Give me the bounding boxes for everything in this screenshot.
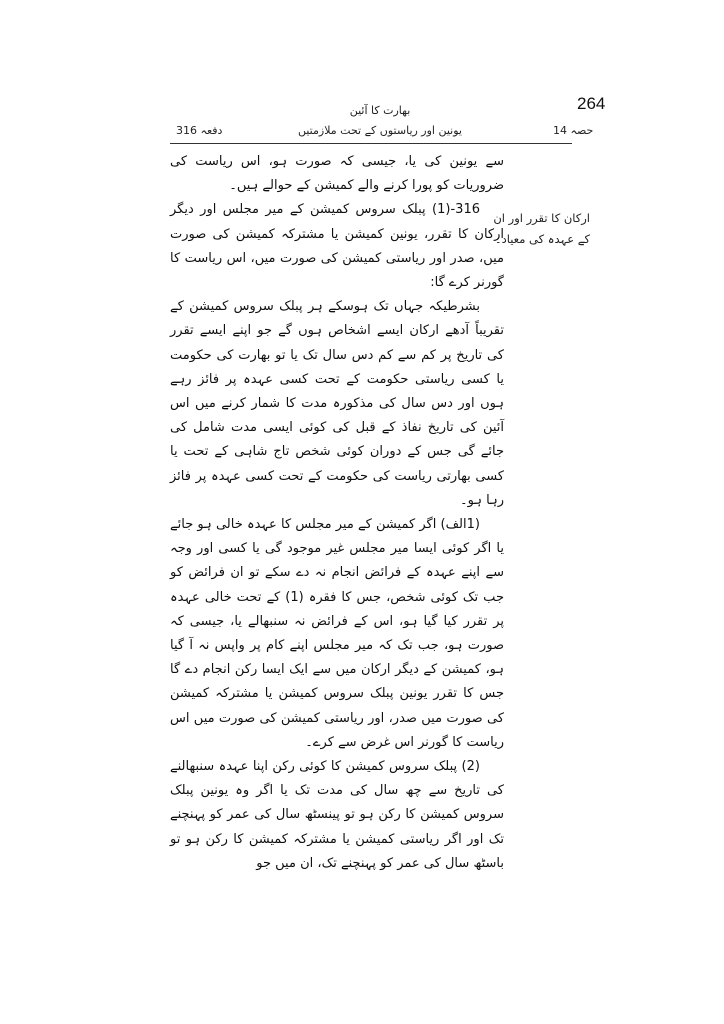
paragraph-clause-1: 316-(1) پبلک سروس کمیشن کے میر مجلس اور دیگر ارکان کا تقرر، یونین کمیشن یا مشترکہ کمیشن کی صورت میں، صدر اور ریاستی کمیشن کی صورت میں، اس ریاست کا گورنر کرے گا: bbox=[170, 202, 504, 291]
paragraph-clause-2: (2) پبلک سروس کمیشن کا کوئی رکن اپنا عہدہ سنبھالنے کی تاریخ سے چھ سال کی مدت تک یا اگر وہ یونین پبلک سروس کمیشن کا رکن ہو تو پینسٹھ سال کی عمر کو پہنچنے تک اور اگر ریاستی کمیشن یا مشترکہ کمیشن کا رکن ہو تو باسٹھ سال کی عمر کو پہنچنے تک، ان میں جو bbox=[170, 759, 504, 871]
paragraph-clause-1a: (1الف) اگر کمیشن کے میر مجلس کا عہدہ خالی ہو جائے یا اگر کوئی ایسا میر مجلس غیر موجود گی یا کسی اور وجہ سے اپنے عہدہ کے فرائض انجام نہ دے سکے تو ان فرائض کو جب تک کوئی شخص، جس کا فقرہ (1) کے تحت خالی عہدہ پر تقرر کیا گیا ہو، اس کے فرائض نہ سنبھالے یا، جیسی کہ صورت ہو، جب تک کہ میر مجلس اپنے کام پر واپس نہ آ گیا ہو، کمیشن کے دیگر ارکان میں سے ایک ایسا رکن انجام دے گا جس کا تقرر یونین پبلک سروس کمیشن یا مشترکہ کمیشن کی صورت میں صدر، اور ریاستی کمیشن کی صورت میں اس ریاست کا گورنر اس غرض سے کرے۔ bbox=[170, 517, 504, 750]
article-label: دفعہ 316 bbox=[176, 124, 223, 137]
paragraph-continuation: سے یونین کی یا، جیسی کہ صورت ہو، اس ریاست کی ضروریات کو پورا کرنے والے کمیشن کے حوالے ہیں۔ bbox=[170, 154, 504, 194]
page-number: 264 bbox=[577, 94, 606, 113]
article-body bbox=[170, 150, 504, 876]
running-title: بھارت کا آئین bbox=[349, 104, 411, 117]
margin-note: ارکان کا تقرر اور ان کے عہدہ کی معیاد۔ bbox=[493, 211, 590, 246]
paragraph-proviso: بشرطیکہ جہاں تک ہوسکے ہر پبلک سروس کمیشن کے تقریباً آدھے ارکان ایسے اشخاص ہوں گے جو اپنے ایسے تقرر کی تاریخ پر کم سے کم دس سال تک یا تو بھارت کی حکومت یا کسی ریاستی حکومت کے تحت کسی عہدہ پر فائز رہے ہوں اور دس سال کی مذکورہ مدت کا شمار کرنے میں اس آئین کی تاریخ نفاذ کے قبل کی کوئی ایسی مدت شامل کی جائے گی جس کے دوران کوئی شخص تاج شاہی کے تحت یا کسی بھارتی ریاست کی حکومت کے تحت کسی عہدہ پر فائز رہا ہو۔ bbox=[170, 299, 504, 508]
header-divider bbox=[170, 143, 572, 144]
running-subtitle: یونین اور ریاستوں کے تحت ملازمتیں bbox=[297, 124, 462, 137]
section-label: حصہ 14 bbox=[553, 124, 594, 137]
